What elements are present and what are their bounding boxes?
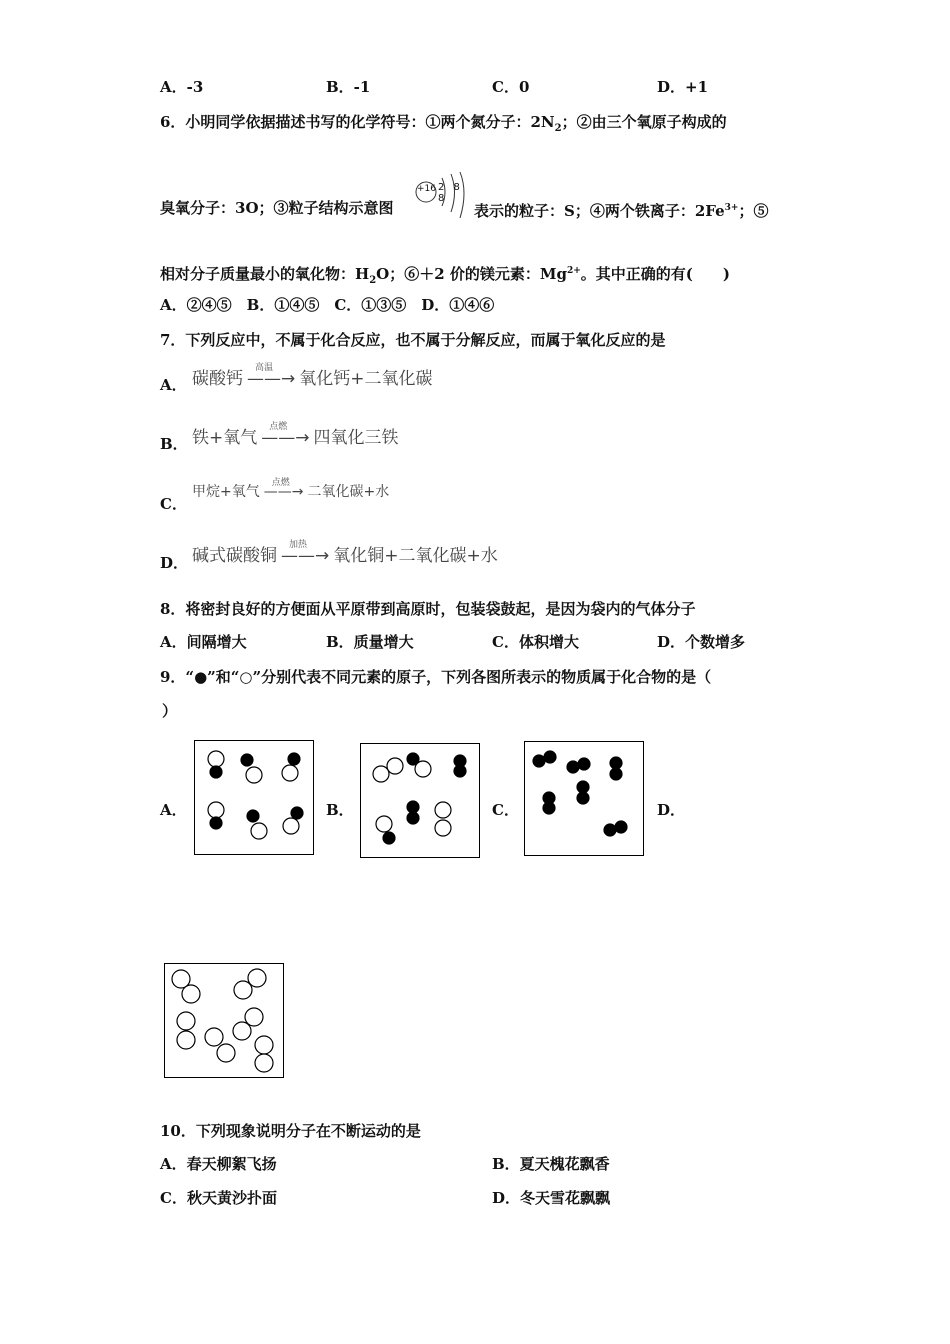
q9-diagram-b [360,743,480,858]
q5-option-b: B．-1 [326,78,371,96]
q7-option-c-label: C． [160,495,187,513]
q7-stem: 7．下列反应中，不属于化合反应，也不属于分解反应，而属于氧化反应的是 [160,331,666,349]
q9-label-a: A． [160,801,187,819]
q6-options: A．②④⑤ B．①④⑤ C．①③⑤ D．①④⑥ [160,296,495,314]
q9-stem: 9．“●”和“○”分别代表不同元素的原子，下列各图所表示的物质属于化合物的是（ [160,668,712,686]
q9-label-b: B． [326,801,354,819]
q7-option-b-label: B． [160,435,188,453]
q8-option-d: D．个数增多 [657,633,746,651]
q9-stem-end: ） [162,702,178,720]
q7-option-d-equation: 碱式碳酸铜 — 加热 —→ 氧化铜+二氧化碳+水 [192,540,498,566]
q5-option-a: A．-3 [160,78,204,96]
q6-stem-line2a: 臭氧分子：3O；③粒子结构示意图 [160,199,394,217]
q8-option-a: A．间隔增大 [160,633,247,651]
q7-option-a-label: A． [160,376,187,394]
q7-option-b-equation: 铁+氧气 — 点燃 —→ 四氧化三铁 [192,422,399,448]
q7-option-c-equation: 甲烷+氧气 — 点燃 —→ 二氧化碳+水 [192,478,390,500]
q7-option-d-label: D． [160,554,189,572]
q10-option-a: A．春天柳絮飞扬 [160,1155,277,1173]
q9-label-d: D． [657,801,686,819]
q5-option-c: C．0 [492,78,530,96]
q8-stem: 8．将密封良好的方便面从平原带到高原时，包装袋鼓起，是因为袋内的气体分子 [160,600,696,618]
q6-stem-line3: 相对分子质量最小的氧化物：$H_2O$；⑥＋2 价的镁元素：$Mg^{2+}$。其中正确的有( ) [160,265,730,286]
q8-option-b: B．质量增大 [326,633,414,651]
q8-option-c: C．体积增大 [492,633,579,651]
q6-stem-line2b: 表示的粒子：S；④两个铁离子：$2Fe^{3+}$；⑤ [474,202,769,220]
sulfur-ion-structure-diagram: +16 2 8 8 [412,170,472,222]
q10-option-b: B．夏天槐花飘香 [492,1155,610,1173]
q9-diagram-a [194,740,314,855]
q9-label-c: C． [492,801,519,819]
q10-option-d: D．冬天雪花飘飘 [492,1189,611,1207]
q10-stem: 10．下列现象说明分子在不断运动的是 [160,1122,421,1140]
q5-option-d: D．+1 [657,78,709,96]
q9-diagram-d [164,963,284,1078]
q9-diagram-c [524,741,644,856]
q7-option-a-equation: 碳酸钙 — 高温 —→ 氧化钙+二氧化碳 [192,363,433,389]
q10-option-c: C．秋天黄沙扑面 [160,1189,277,1207]
q6-stem-line1: 6．小明同学依据描述书写的化学符号：①两个氮分子：$2N_2$；②由三个氧原子构成的 [160,113,727,134]
